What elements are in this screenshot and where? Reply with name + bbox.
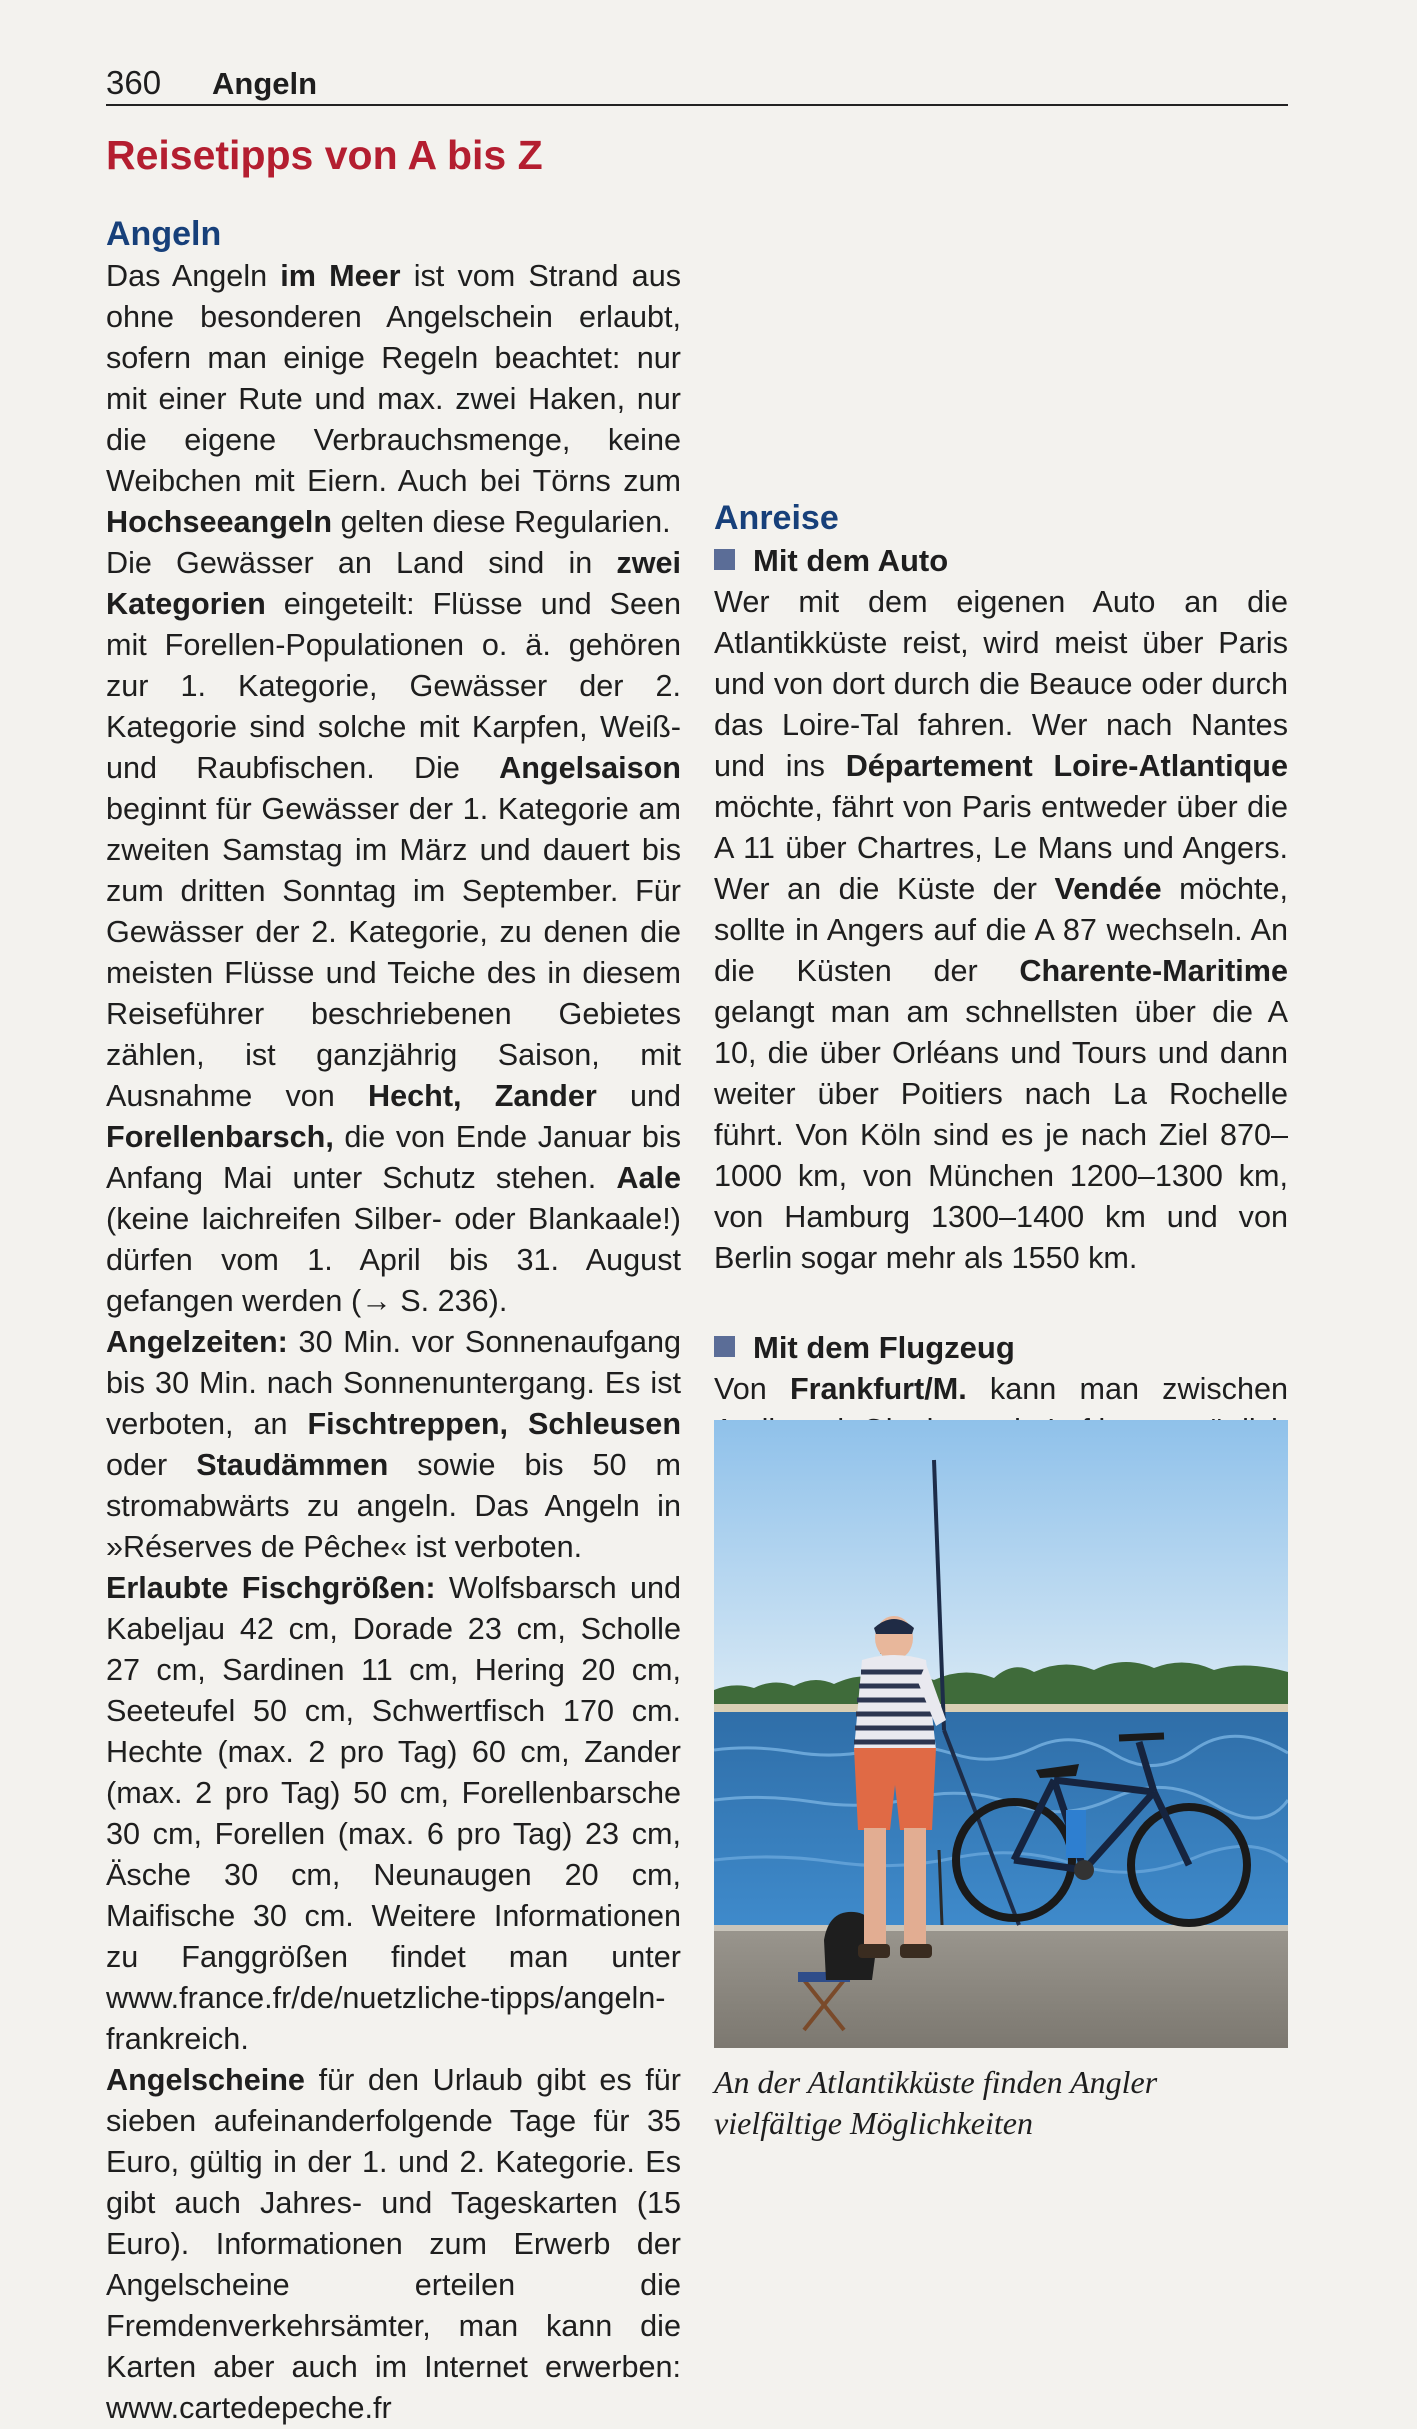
angler-photo-illustration	[714, 1420, 1288, 2048]
chapter-title: Reisetipps von A bis Z	[106, 132, 543, 178]
paragraph-meer: Das Angeln im Meer ist vom Strand aus ohne besonderen Angelschein erlaubt, sofern man einige Regeln beachtet: nur mit einer Rute und max. zwei Haken, nur die eigene Verbrauchsmenge, keine Weibchen mit Eiern. Auch bei Törns zum Hochseeangeln gelten diese Regularien.	[106, 259, 682, 539]
subheading-auto: Mit dem Auto	[714, 540, 1288, 582]
section-heading-anreise: Anreise	[714, 499, 839, 537]
square-bullet-icon	[714, 549, 735, 570]
paragraph-gewaesser: Die Gewässer an Land sind in zwei Kategorien eingeteilt: Flüsse und Seen mit Forellen-Populationen o. ä. gehören zur 1. Kategorie, Gewässer der 2. Kategorie sind solche mit Karpfen, Weiß- und Raubfischen. Die Angelsaison beginnt für Gewässer der 1. Kategorie am zweiten Samstag im März und dauert bis zum dritten Sonntag im September. Für Gewässer der 2. Kategorie, zu denen die meisten Flüsse und Teiche des in diesem Reiseführer beschriebenen Gebietes zählen, ist ganzjährig Saison, mit Ausnahme von Hecht, Zander und Forellenbarsch, die von Ende Januar bis Anfang Mai unter Schutz stehen. Aale (keine laichreifen Silber- oder Blankaale!) dürfen vom 1. April bis 31. August gefangen werden (→ S. 236).	[106, 546, 682, 1318]
column-continuation-space	[714, 212, 1288, 458]
left-column	[106, 212, 681, 2429]
subheading-flugzeug: Mit dem Flugzeug	[714, 1327, 1288, 1369]
caption-line: vielfältige Möglichkeiten	[714, 2105, 1033, 2141]
right-column	[714, 212, 1288, 1574]
section-heading-angeln: Angeln	[106, 215, 222, 253]
paragraph-angelzeiten: Angelzeiten: 30 Min. vor Sonnenaufgang bis 30 Min. nach Sonnenuntergang. Es ist verboten, an Fischtreppen, Schleusen oder Staudämmen sowie bis 50 m stromabwärts zu angeln. Das Angeln in »Réserves de Pêche« ist verboten.	[106, 1325, 682, 1564]
running-title: Angeln	[212, 66, 318, 101]
paragraph-angelscheine: Angelscheine für den Urlaub gibt es für sieben aufeinanderfolgende Tage für 35 Euro, gültig in der 1. und 2. Kategorie. Es gibt auch Jahres- und Tageskarten (15 Euro). Informationen zum Erwerb der Angelscheine erteilen die Fremdenverkehrsämter, man kann die Karten aber auch im Internet erwerben: www.cartedepeche.fr	[106, 2063, 681, 2425]
square-bullet-icon	[714, 1336, 735, 1357]
caption-line: An der Atlantikküste finden Angler	[714, 2064, 1158, 2100]
angler-photo	[714, 1420, 1288, 2048]
paragraph-auto: Wer mit dem eigenen Auto an die Atlantikküste reist, wird meist über Paris und von dort durch die Beauce oder durch das Loire-Tal fahren. Wer nach Nantes und ins Département Loire-Atlantique möchte, fährt von Paris entweder über die A 11 über Chartres, Le Mans und Angers. Wer an die Küste der Vendée möchte, sollte in Angers auf die A 87 wechseln. An die Küsten der Charente-Maritime gelangt man am schnellsten über die A 10, die über Orléans und Tours und dann weiter über Poitiers nach La Rochelle führt. Von Köln sind es je nach Ziel 870–1000 km, von München 1200–1300 km, von Hamburg 1300–1400 km und von Berlin sogar mehr als 1550 km.	[714, 585, 1289, 1275]
running-head	[106, 62, 1288, 106]
page-number: 360	[106, 64, 162, 101]
photo-caption	[714, 2062, 1294, 2144]
paragraph-flugzeug: Von Frankfurt/M. kann man zwischen	[714, 1372, 1288, 1406]
paragraph-fischgroessen: Erlaubte Fischgrößen: Wolfsbarsch und Kabeljau 42 cm, Dorade 23 cm, Scholle 27 cm, Sardinen 11 cm, Hering 20 cm, Seeteufel 50 cm, Schwertfisch 170 cm. Hechte (max. 2 pro Tag) 60 cm, Zander (max. 2 pro Tag) 50 cm, Forellenbarsche 30 cm, Forellen (max. 6 pro Tag) 23 cm, Äsche 30 cm, Neunaugen 20 cm, Maifische 30 cm. Weitere Informationen zu Fanggrößen findet man unter www.france.fr/de/nuetzliche-tipps/angeln-frankreich.	[106, 1571, 681, 2056]
